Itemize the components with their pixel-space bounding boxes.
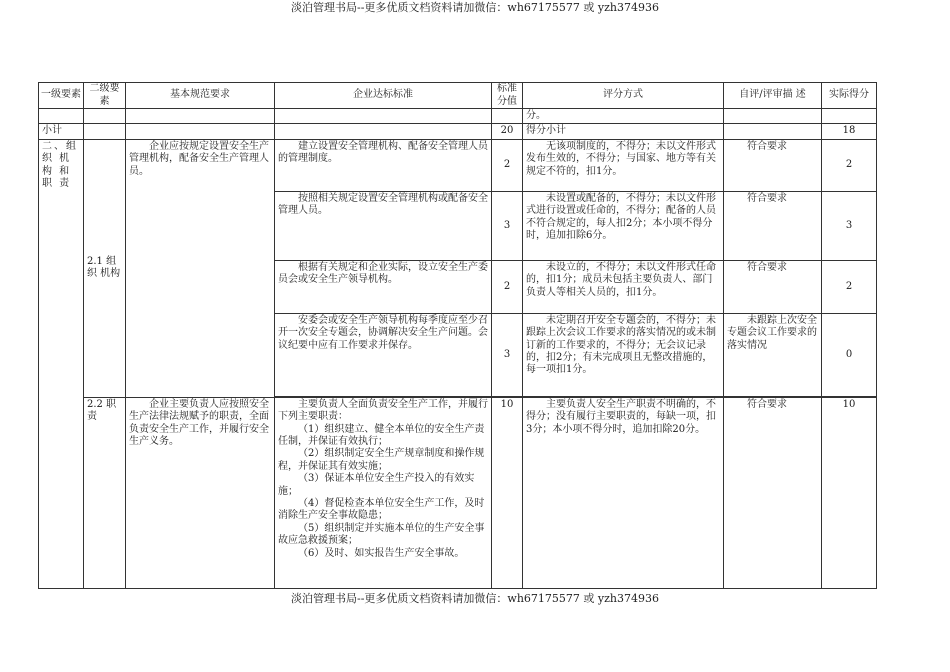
standard-item: （2）组织制定安全生产规章制度和操作规程，并保证其有效实施； xyxy=(278,448,485,472)
col-header: 一级要素 xyxy=(39,83,84,109)
level1-element: 二、组 织 机 构 和 职 责 xyxy=(39,139,84,588)
col-header: 标准分值 xyxy=(492,83,523,109)
method-cell: 未定期召开安全专题会的，不得分；未跟踪上次会议工作要求的落实情况的或未制订新的工作要求的，不得分；无会议记录的，扣2分；有未完成项且无整改措施的，每一项扣1分。 xyxy=(523,313,724,396)
col-header: 实际得分 xyxy=(822,83,877,109)
standard-cell xyxy=(275,397,492,588)
table-row xyxy=(39,397,877,588)
score-cell: 10 xyxy=(492,397,523,588)
standard-cell: 安委会或安全生产领导机构每季度应至少召开一次安全专题会，协调解决安全生产问题。会议纪要中应有工作要求并保存。 xyxy=(275,313,492,396)
col-header: 企业达标标准 xyxy=(275,83,492,109)
continuation-row xyxy=(39,109,877,124)
score-cell: 3 xyxy=(492,313,523,396)
subtotal-score: 20 xyxy=(492,124,523,139)
standard-item: （6）及时、如实报告生产安全事故。 xyxy=(298,547,465,559)
actual-score-cell: 2 xyxy=(822,139,877,191)
review-cell: 未跟踪上次安全专题会议工作要求的落实情况 xyxy=(724,313,822,396)
table-row xyxy=(39,139,877,191)
evaluation-table xyxy=(38,82,877,589)
score-cell: 2 xyxy=(492,260,523,313)
standard-item: （4）督促检查本单位安全生产工作，及时消除生产安全事故隐患； xyxy=(278,498,485,522)
method-cell: 未设立的，不得分；未以文件形式任命的，扣1分；成员未包括主要负责人、部门负责人等相关人员的，扣1分。 xyxy=(523,260,724,313)
page-footer: 淡泊管理书局--更多优质文档资料请加微信：wh67175577 或 yzh374936 xyxy=(291,592,659,605)
standard-item: （3）保证本单位安全生产投入的有效实施； xyxy=(278,473,475,497)
method-cell: 分。 xyxy=(523,109,724,124)
standard-cell: 根据有关规定和企业实际，设立安全生产委员会或安全生产领导机构。 xyxy=(275,260,492,313)
review-cell: 符合要求 xyxy=(724,191,822,260)
table-header-row xyxy=(39,83,877,109)
score-cell: 2 xyxy=(492,139,523,191)
level2-element: 2.2 职责 xyxy=(84,397,126,588)
standard-item: （1）组织建立、健全本单位的安全生产责任制，并保证有效执行； xyxy=(278,423,485,448)
score-cell: 3 xyxy=(492,191,523,260)
col-header: 评分方式 xyxy=(523,83,724,109)
actual-score-cell: 3 xyxy=(822,191,877,260)
review-cell: 符合要求 xyxy=(724,260,822,313)
review-cell: 符合要求 xyxy=(724,139,822,191)
standard-cell: 按照相关规定设置安全管理机构或配备安全管理人员。 xyxy=(275,191,492,260)
actual-score-cell: 10 xyxy=(822,397,877,588)
subtotal-label: 小计 xyxy=(39,124,84,139)
basic-requirement: 企业主要负责人应按照安全生产法律法规赋予的职责，全面负责安全生产工作，并履行安全生产义务。 xyxy=(126,397,275,588)
actual-score-cell: 2 xyxy=(822,260,877,313)
actual-score-cell: 0 xyxy=(822,313,877,396)
standard-intro: 主要负责人全面负责安全生产工作，并履行下列主要职责： xyxy=(278,398,488,423)
method-cell: 主要负责人安全生产职责不明确的，不得分；没有履行主要职责的，每缺一项，扣3分；本小项不得分时，追加扣除20分。 xyxy=(523,397,724,588)
level2-element: 2.1 组 织 机构 xyxy=(84,139,126,397)
basic-requirement: 企业应按规定设置安全生产管理机构，配备安全生产管理人员。 xyxy=(126,139,275,397)
subtotal-actual: 18 xyxy=(822,124,877,139)
method-cell: 未设置或配备的，不得分；未以文件形式进行设置或任命的，不得分；配备的人员不符合规定的，每人扣2分；本小项不得分时，追加扣除6分。 xyxy=(523,191,724,260)
page-header: 淡泊管理书局--更多优质文档资料请加微信：wh67175577 或 yzh374936 xyxy=(291,1,659,14)
standard-item: （5）组织制定并实施本单位的生产安全事故应急救援预案； xyxy=(278,522,485,547)
col-header: 二级要素 xyxy=(84,83,126,109)
subtotal-row xyxy=(39,124,877,139)
standard-cell: 建立设置安全管理机构、配备安全管理人员的管理制度。 xyxy=(275,139,492,191)
col-header: 自评/评审描 述 xyxy=(724,83,822,109)
method-cell: 无该项制度的，不得分；未以文件形式发布生效的，不得分；与国家、地方等有关规定不符的，扣1分。 xyxy=(523,139,724,191)
col-header: 基本规范要求 xyxy=(126,83,275,109)
subtotal-method: 得分小计 xyxy=(523,124,724,139)
review-cell: 符合要求 xyxy=(724,397,822,588)
